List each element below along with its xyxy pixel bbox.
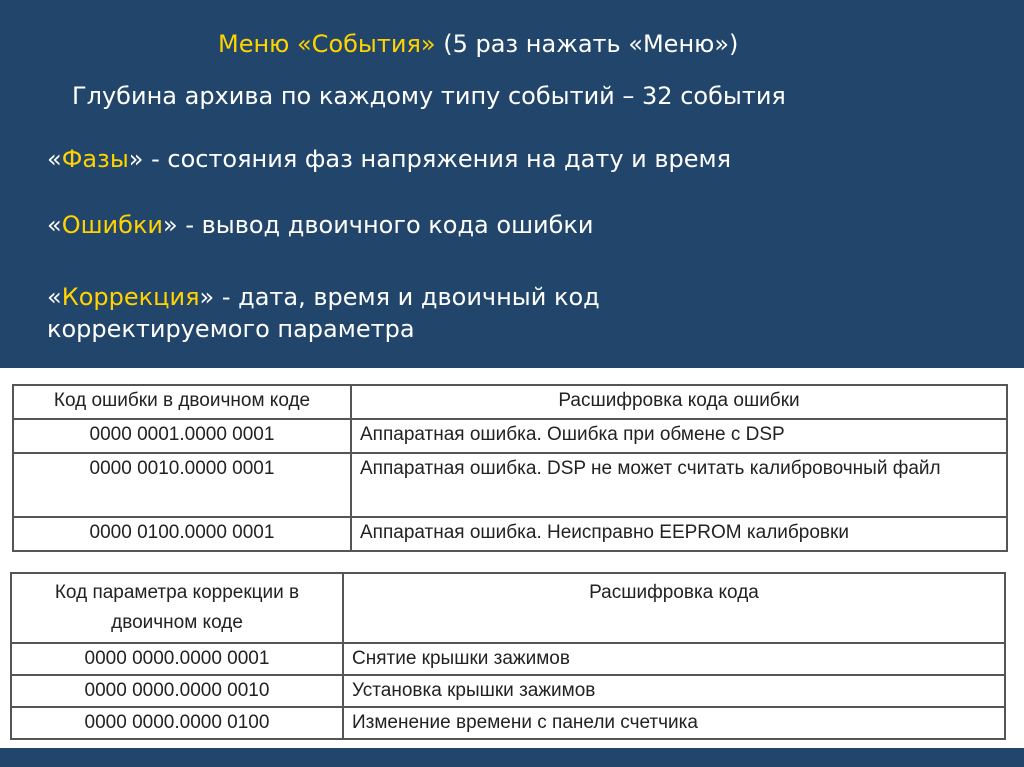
- keyword-correction: Коррекция: [61, 283, 200, 311]
- quote-open: «: [47, 145, 62, 173]
- archive-depth-text: Глубина архива по каждому типу событий – 32 события: [72, 82, 786, 110]
- table-header-row: [11, 573, 1005, 643]
- table-row: [11, 643, 1005, 675]
- slide-title: [218, 30, 738, 58]
- error-code-cell: 0000 0001.0000 0001: [13, 419, 351, 453]
- correction-code-cell: 0000 0000.0000 0001: [11, 643, 343, 675]
- correction-codes-table: [10, 572, 1006, 740]
- title-menu-name: Меню «События»: [218, 30, 436, 58]
- table-row: [11, 675, 1005, 707]
- title-instruction: (5 раз нажать «Меню»): [435, 30, 739, 58]
- header-correction-decoding: Расшифровка кода: [343, 573, 1005, 643]
- event-type-phases: [47, 145, 731, 173]
- keyword-errors: Ошибки: [61, 211, 164, 239]
- error-code-cell: 0000 0100.0000 0001: [13, 517, 351, 551]
- quote-open: «: [47, 283, 62, 311]
- error-description-cell: Аппаратная ошибка. DSP не может считать калибровочный файл: [351, 453, 1007, 517]
- table-row: [13, 517, 1007, 551]
- correction-description: » - дата, время и двоичный код: [199, 283, 600, 311]
- error-code-cell: 0000 0010.0000 0001: [13, 453, 351, 517]
- correction-description-cell: Изменение времени с панели счетчика: [343, 707, 1005, 739]
- phases-description: » - состояния фаз напряжения на дату и время: [128, 145, 732, 173]
- correction-codes-panel: [0, 558, 1024, 748]
- error-description-cell: Аппаратная ошибка. Неисправно EEPROM калибровки: [351, 517, 1007, 551]
- slide-text-area: [0, 0, 1024, 370]
- error-codes-table: [12, 384, 1008, 552]
- correction-code-cell: 0000 0000.0000 0100: [11, 707, 343, 739]
- correction-code-cell: 0000 0000.0000 0010: [11, 675, 343, 707]
- error-description-cell: Аппаратная ошибка. Ошибка при обмене с DSP: [351, 419, 1007, 453]
- table-row: [11, 707, 1005, 739]
- header-error-decoding: Расшифровка кода ошибки: [351, 385, 1007, 419]
- header-error-code: Код ошибки в двоичном коде: [13, 385, 351, 419]
- correction-description-line2: корректируемого параметра: [47, 315, 415, 343]
- keyword-phases: Фазы: [61, 145, 129, 173]
- quote-open: «: [47, 211, 62, 239]
- errors-description: » - вывод двоичного кода ошибки: [163, 211, 594, 239]
- table-row: [13, 453, 1007, 517]
- table-header-row: [13, 385, 1007, 419]
- header-correction-code: Код параметра коррекции в двоичном коде: [11, 573, 343, 643]
- event-type-correction: [47, 281, 600, 345]
- event-type-errors: [47, 211, 594, 239]
- correction-description-cell: Снятие крышки зажимов: [343, 643, 1005, 675]
- correction-description-cell: Установка крышки зажимов: [343, 675, 1005, 707]
- table-row: [13, 419, 1007, 453]
- error-codes-panel: [0, 368, 1024, 558]
